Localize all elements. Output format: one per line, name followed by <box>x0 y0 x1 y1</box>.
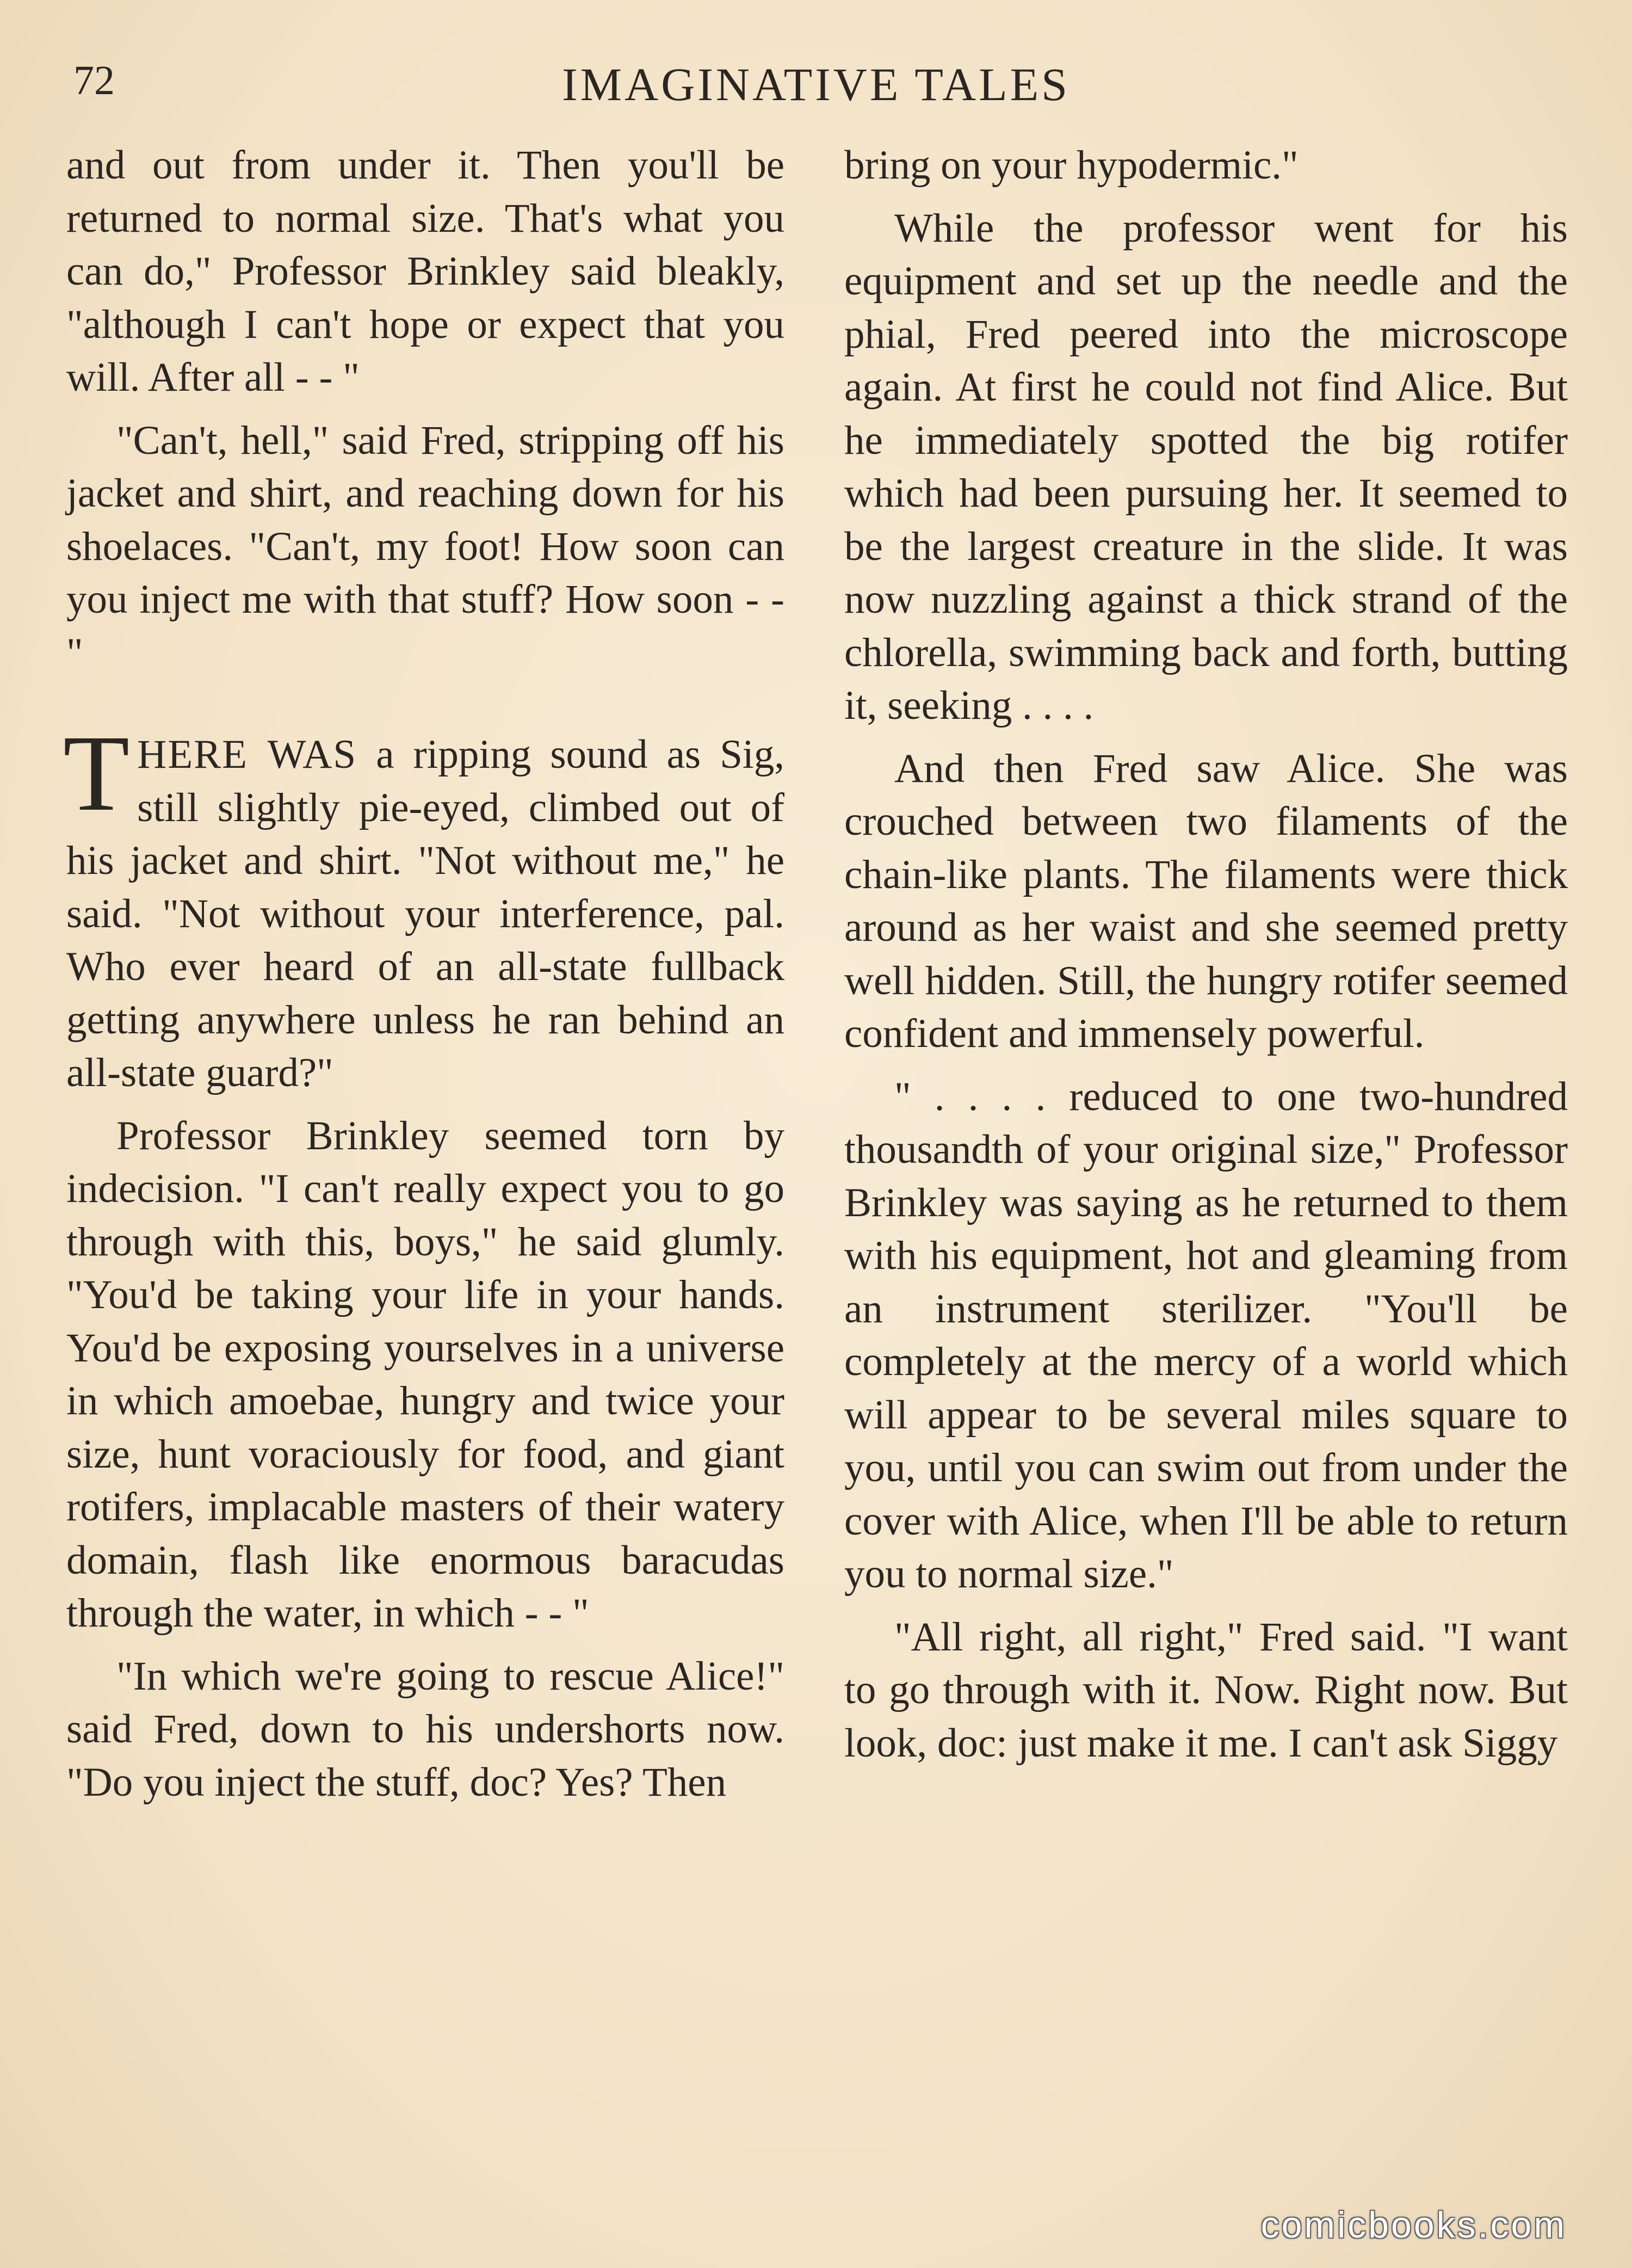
page-number: 72 <box>73 58 115 103</box>
paragraph: And then Fred saw Alice. She was crouched between two filaments of the chain-like plants. The filaments were thick around as her waist and she seemed pretty well hidden. Still, the hungry rotifer seemed confident and immensely powerful. <box>844 745 1568 1056</box>
paragraph: Professor Brinkley seemed torn by indecision. "I can't really expect you to go through with this, boys," he said glumly. "You'd be taking your life in your hands. You'd be exposing yourselves in a universe in which amoebae, hungry and twice your size, hunt voraciously for food, and giant rotifers, implacable masters of their watery domain, flash like enormous baracudas through the water, in which - - " <box>66 1113 784 1636</box>
page-header <box>0 57 1632 117</box>
small-caps-lead: HERE WAS <box>137 732 357 777</box>
paragraph: "In which we're going to rescue Alice!" said Fred, down to his undershorts now. "Do you inject the stuff, doc? Yes? Then <box>66 1653 784 1805</box>
right-column <box>844 139 1568 1779</box>
section-opening-paragraph <box>63 713 785 1100</box>
watermark: comicbooks.com <box>1260 2204 1567 2246</box>
drop-cap: T <box>63 713 130 834</box>
paragraph: "Can't, hell," said Fred, stripping off his jacket and shirt, and reaching down for his shoelaces. "Can't, my foot! How soon can you inject me with that stuff? How soon - - " <box>66 417 784 675</box>
paragraph-text: a ripping sound as Sig, still slightly pie-eyed, climbed out of his jacket and shirt. "Not without me," he said. "Not without your interference, pal. Who ever heard of an all-state fullback getting anywhere unless he ran behind an all-state guard?" <box>66 732 785 1095</box>
left-column <box>63 139 785 1819</box>
paragraph: and out from under it. Then you'll be returned to normal size. That's what you can do," Professor Brinkley said bleakly, "although I can't hope or expect that you will. After all - - " <box>66 143 784 400</box>
paragraph: bring on your hypodermic." <box>844 143 1299 188</box>
running-title: IMAGINATIVE TALES <box>561 58 1071 110</box>
paragraph: While the professor went for his equipment and set up the needle and the phial, Fred peered into the microscope again. At first he could not find Alice. But he immediately spotted the big rotifer which had been pursuing her. It seemed to be the largest creature in the slide. It was now nuzzling against a thick strand of the chlorella, swimming back and forth, butting it, seeking . . . . <box>844 205 1568 728</box>
paragraph: " . . . . reduced to one two-hundred thousandth of your original size," Professor Brinkley was saying as he returned to them with his equipment, hot and gleaming from an instrument sterilizer. "You'll be completely at the mercy of a world which will appear to be several miles square to you, until you can swim out from under the cover with Alice, when I'll be able to return you to normal size." <box>844 1074 1568 1597</box>
paragraph: "All right, all right," Fred said. "I want to go through with it. Now. Right now. But look, doc: just make it me. I can't ask Siggy <box>844 1614 1568 1766</box>
